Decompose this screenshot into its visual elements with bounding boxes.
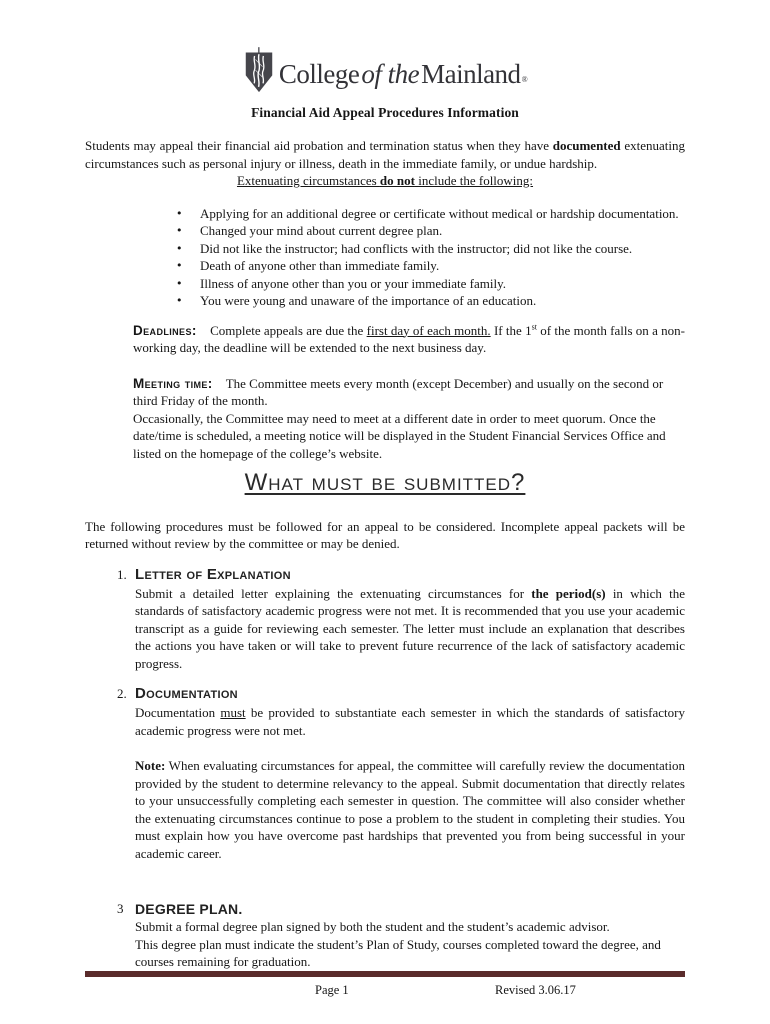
shield-flame-icon [244,46,274,96]
college-logo [244,46,526,96]
numbered-item-letter-of-explanation [85,566,685,673]
list-item [176,222,685,240]
document-title: Financial Aid Appeal Procedures Information [251,104,519,120]
document-header [85,0,685,121]
note-paragraph: Note: When evaluating circumstances for appeal, the committee will carefully review the documentation provided by the student to determine relevancy to the appeal. Submit documentation that directly relates to your unsuccessfully completing each semester in question. The committee will also consider whether the extenuating circumstances continue to pose a problem to the student in completing their studies. You must explain how you have overcome past hardships that prevented you from being successful in your academic career. [135,758,685,861]
footer-rule [85,971,685,977]
list-item [176,275,685,293]
item-number: 3 [117,901,124,917]
numbered-item-documentation [85,685,685,862]
list-item-text: Applying for an additional degree or certificate without medical or hardship documentation. [200,205,679,221]
list-item-text: Changed your mind about current degree plan. [200,223,443,238]
section-heading-text: What must be submitted? [244,469,526,496]
list-item [176,240,685,258]
section-heading [85,468,685,498]
logo-word-college: College [278,59,360,89]
logo-word-mainland: Mainland [421,59,521,89]
list-item-text: Death of anyone other than immediate family. [200,258,440,273]
item-title-documentation: Documentation [135,685,238,703]
deadlines-paragraph: Deadlines: Complete appeals are due the first day of each month. If the 1st of the month falls on a non-working day, the deadline will be extended to the next business day. [133,322,686,355]
item-number: 1. [117,566,127,582]
section-intro-paragraph: The following procedures must be followed for an appeal to be considered. Incomplete appeal packets will be returned without review by the committee or may be denied. [85,518,685,552]
numbered-item-degree-plan [85,900,685,971]
item-title-letter-of-explanation: Letter of Explanation [135,565,291,583]
list-item-text: You were young and unaware of the importance of an education. [200,293,537,308]
bullet-icon: • [176,224,183,237]
item-paragraph: This degree plan must indicate the student’s Plan of Study, courses completed toward the degree, and courses remaining for graduation. [135,936,661,970]
intro-paragraph: Students may appeal their financial aid probation and termination status when they have documented extenuating circumstances such as personal injury or illness, death in the immediate family, or undue hardship. [85,138,685,171]
bullet-icon: • [176,276,183,290]
item-paragraph: Submit a detailed letter explaining the extenuating circumstances for the period(s) in which the standards of satisfactory academic progress were not met. It is recommended that you use your academic transcript as a guide for reviewing each semester. The letter must include an explanation that describes the actions you have taken or will take to prevent future recurrence of the lack of satisfactory academic progress. [135,585,685,671]
extenuating-heading: Extenuating circumstances do not include the following: [236,173,534,188]
item-body [135,900,685,971]
page-number: Page 1 [315,983,349,997]
deadlines-meeting-block [133,322,685,463]
meeting-time-paragraph: Meeting time: The Committee meets every month (except December) and usually on the second or third Friday of the month. [133,375,664,408]
bullet-icon: • [176,259,183,272]
item-title-degree-plan: DEGREE PLAN. [135,901,243,918]
logo-word-of-the: of the [361,59,420,89]
bullet-icon: • [176,241,183,255]
registered-trademark-icon: ® [521,75,528,84]
list-item-text: Illness of anyone other than you or your immediate family. [200,275,507,291]
page-footer [85,971,685,1000]
item-paragraph: Documentation must be provided to substantiate each semester in which the standards of satisfactory academic progress were not met. [135,705,685,738]
item-body [135,566,685,673]
list-item [176,257,685,275]
bullet-icon: • [176,206,183,220]
item-body [135,685,685,862]
item-number: 2. [117,686,127,702]
list-item [176,292,685,310]
college-logo-wordmark [279,59,526,96]
list-item-text: Did not like the instructor; had conflicts with the instructor; did not like the course. [200,240,633,256]
list-item [176,205,685,223]
revision-label: Revised 3.06.17 [495,983,576,997]
bullet-icon: • [176,294,183,307]
item-paragraph: Submit a formal degree plan signed by both the student and the student’s academic advisor. [135,919,610,935]
exclusions-list [176,205,685,310]
footer-text-row [85,982,685,1000]
meeting-schedule-paragraph: Occasionally, the Committee may need to meet at a different date in order to meet quorum. Once the date/time is scheduled, a meeting notice will be displayed in the Student Financial Services Office and listed on the homepage of the college’s website. [133,410,666,461]
